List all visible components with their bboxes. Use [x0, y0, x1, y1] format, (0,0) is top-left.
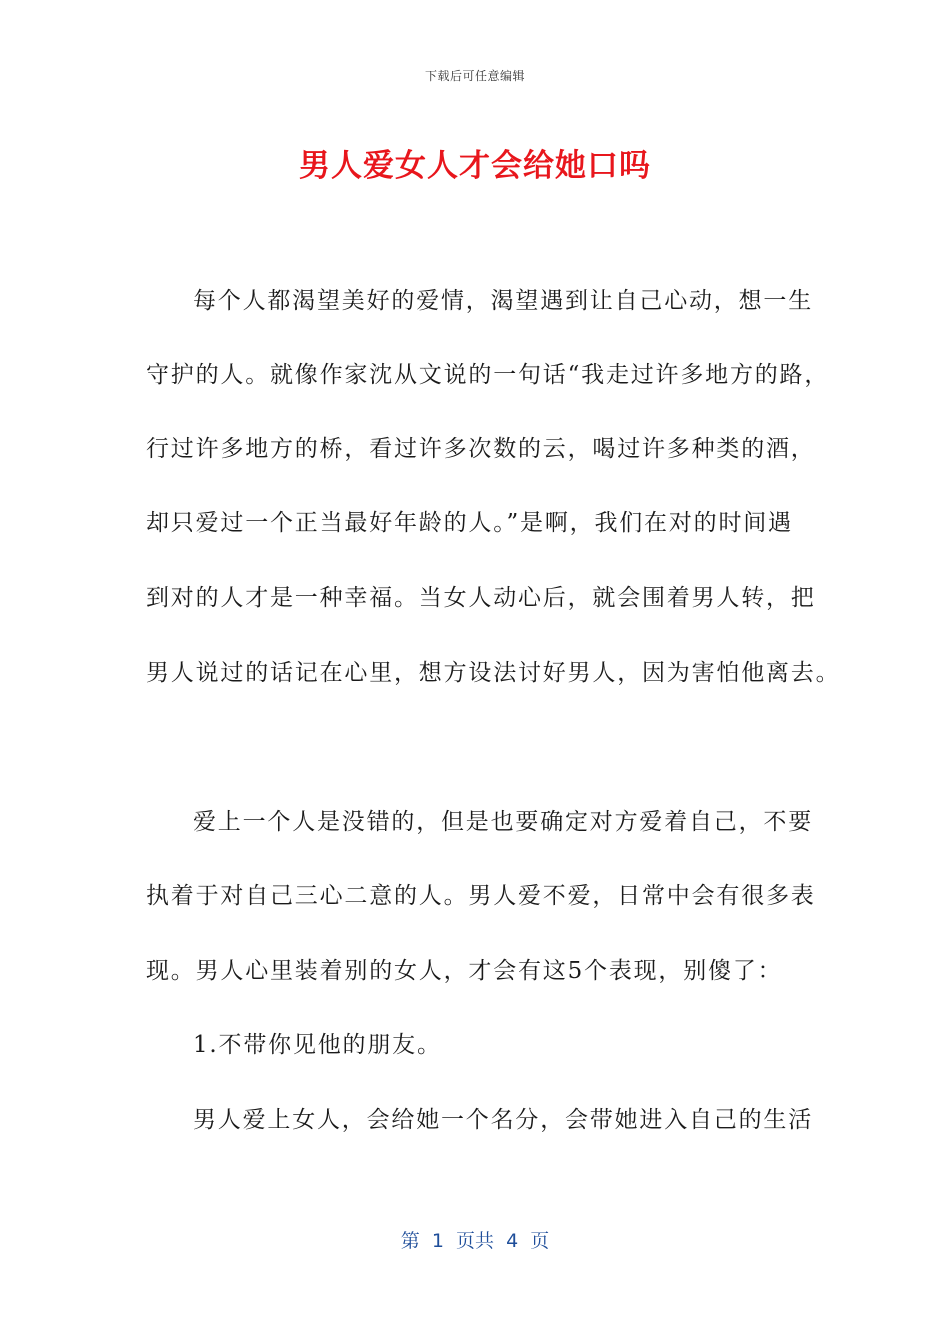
body-line: 到对的人才是一种幸福。当女人动心后，就会围着男人转，把: [146, 585, 816, 611]
body-line: 行过许多地方的桥，看过许多次数的云，喝过许多种类的酒，: [146, 436, 816, 462]
body-line: 爱上一个人是没错的，但是也要确定对方爱着自己，不要: [193, 809, 813, 835]
body-line: 守护的人。就像作家沈从文说的一句话“我走过许多地方的路，: [146, 362, 830, 388]
page-number-footer: 第 1 页共 4 页: [400, 1230, 550, 1252]
document-title: 男人爱女人才会给她口吗: [299, 148, 651, 184]
body-line: 执着于对自己三心二意的人。男人爱不爱，日常中会有很多表: [146, 883, 816, 909]
body-line: 每个人都渴望美好的爱情，渴望遇到让自己心动，想一生: [193, 288, 813, 314]
header-note: 下载后可任意编辑: [424, 69, 525, 83]
body-line: 男人爱上女人，会给她一个名分，会带她进入自己的生活: [193, 1107, 813, 1133]
body-line: 现。男人心里装着别的女人，才会有这5个表现，别傻了：: [146, 958, 783, 984]
body-line: 却只爱过一个正当最好年龄的人。”是啊，我们在对的时间遇: [146, 510, 793, 536]
list-item: 1.不带你见他的朋友。: [193, 1032, 442, 1058]
body-line: 男人说过的话记在心里，想方设法讨好男人，因为害怕他离去。: [146, 660, 841, 686]
